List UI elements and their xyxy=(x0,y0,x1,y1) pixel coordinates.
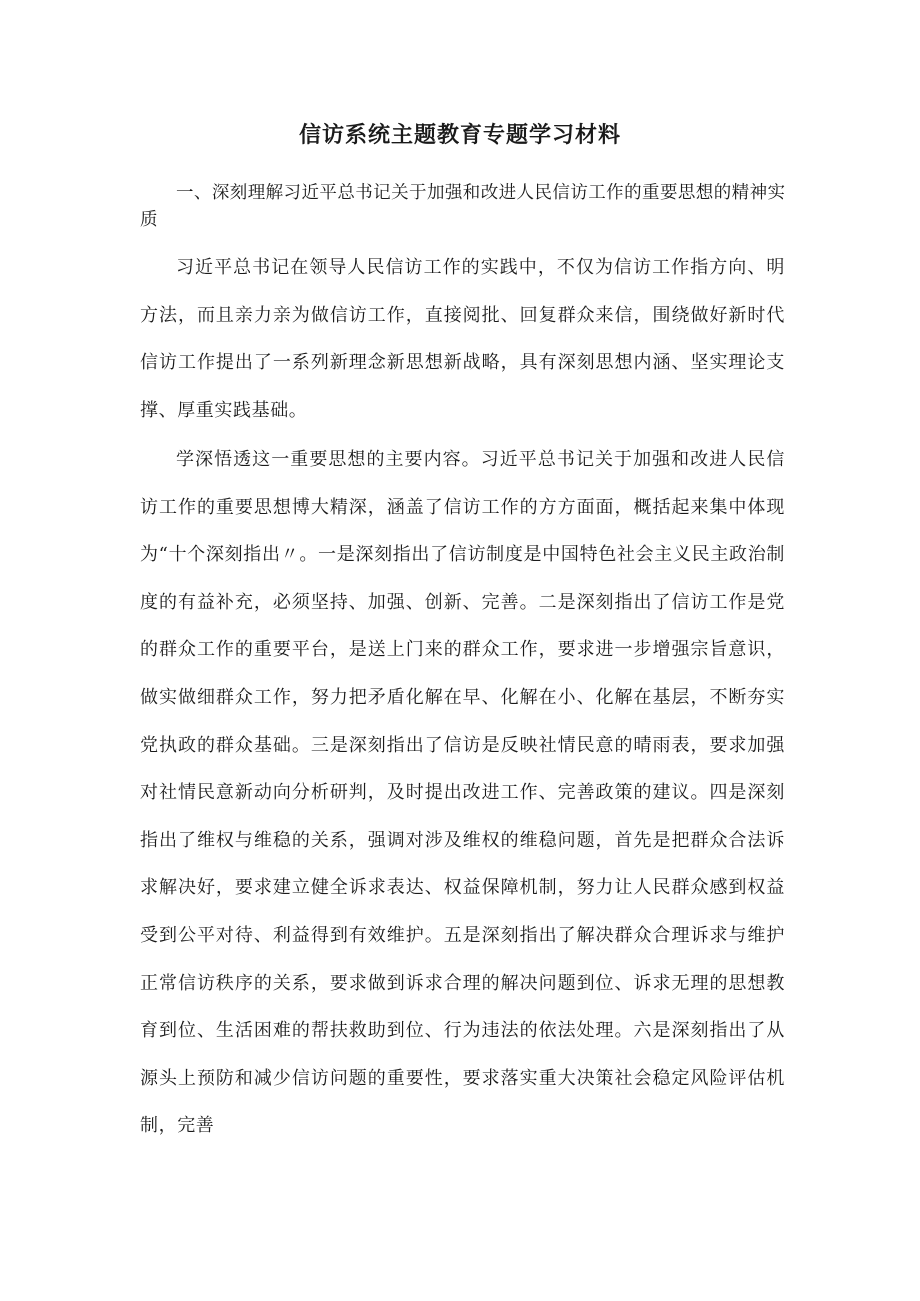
body-paragraph-1: 习近平总书记在领导人民信访工作的实践中，不仅为信访工作指方向、明方法，而且亲力亲为做信访工作，直接阅批、回复群众来信，围绕做好新时代信访工作提出了一系列新理念新思想新战略，具有深刻思想内涵、坚实理论支撑、厚重实践基础。 xyxy=(140,257,785,421)
document-title: 信访系统主题教育专题学习材料 xyxy=(298,123,621,148)
body-paragraph-2: 学深悟透这一重要思想的主要内容。习近平总书记关于加强和改进人民信访工作的重要思想博大精深，涵盖了信访工作的方方面面，概括起来集中体现为“十个深刻指出〃。一是深刻指出了信访制度是中国特色社会主义民主政治制度的有益补充，必须坚持、加强、创新、完善。二是深刻指出了信访工作是党的群众工作的重要平台，是送上门来的群众工作，要求进一步增强宗旨意识，做实做细群众工作，努力把矛盾化解在早、化解在小、化解在基层，不断夯实党执政的群众基础。三是深刻指出了信访是反映社情民意的晴雨表，要求加强对社情民意新动向分析研判，及时提出改进工作、完善政策的建议。四是深刻指出了维权与维稳的关系，强调对涉及维权的维稳问题，首先是把群众合法诉求解决好，要求建立健全诉求表达、权益保障机制，努力让人民群众感到权益受到公平对待、利益得到有效维护。五是深刻指出了解决群众合理诉求与维护正常信访秩序的关系，要求做到诉求合理的解决问题到位、诉求无理的思想教育到位、生活困难的帮扶救助到位、行为违法的依法处理。六是深刻指出了从源头上预防和减少信访问题的重要性，要求落实重大决策社会稳定风险评估机制，完善 xyxy=(140,449,785,1137)
section-heading: 一、深刻理解习近平总书记关于加强和改进人民信访工作的重要思想的精神实质 xyxy=(140,183,785,230)
